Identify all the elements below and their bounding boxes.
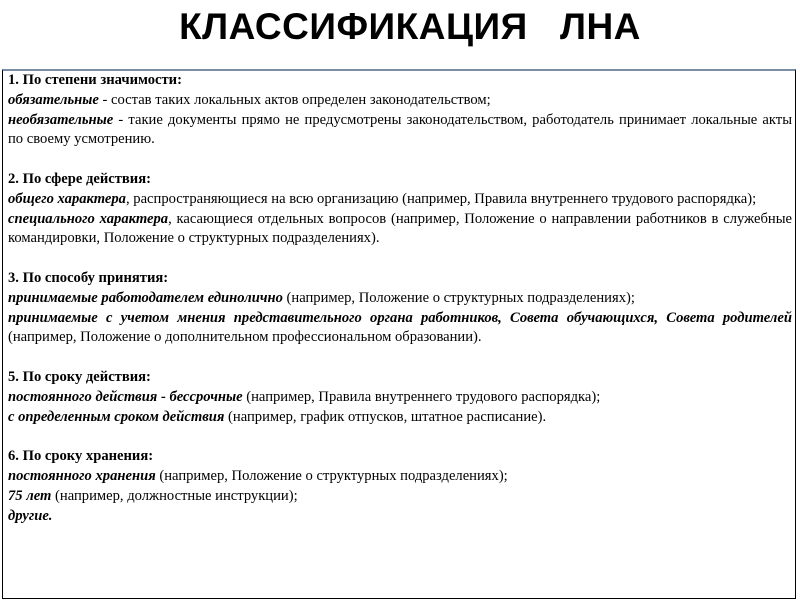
list-item: [8, 309, 792, 349]
item-text: , касающиеся отдельных вопросов (например, Положение о направлении работников в служебные командировки, Положение о структурных подразделениях).: [8, 210, 792, 247]
section-adoption: [8, 269, 792, 348]
item-term: обязательные: [8, 91, 99, 108]
list-item: [8, 467, 792, 487]
content-body: [8, 71, 792, 526]
item-text: (например, график отпусков, штатное расписание).: [224, 408, 547, 425]
item-term: необязательные: [8, 111, 114, 128]
section-heading: 2. По сфере действия:: [8, 170, 151, 187]
item-term: специального характера: [8, 210, 169, 227]
item-term: постоянного хранения: [8, 467, 156, 484]
section-validity: [8, 368, 792, 427]
list-item: [8, 91, 792, 111]
item-text: (например, Правила внутреннего трудового распорядка);: [242, 388, 601, 405]
list-item: [8, 190, 792, 210]
item-term: 75 лет: [8, 487, 52, 504]
list-item: [8, 408, 792, 428]
section-heading: 6. По сроку хранения:: [8, 448, 154, 465]
item-term: постоянного действия - бессрочные: [8, 388, 243, 405]
item-text: (например, Положение о структурных подразделениях);: [282, 289, 635, 306]
list-item: [8, 507, 792, 527]
item-text: (например, Положение о структурных подразделениях);: [155, 467, 508, 484]
section-storage: [8, 447, 792, 526]
item-text: - такие документы прямо не предусмотрены законодательством, работодатель принимает локальные акты по своему усмотрению.: [8, 111, 792, 148]
item-text: , распространяющиеся на всю организацию (например, Правила внутреннего трудового распорядка);: [125, 190, 757, 207]
section-heading: 5. По сроку действия:: [8, 368, 151, 385]
item-term: принимаемые работодателем единолично: [8, 289, 283, 306]
item-text: (например, должностные инструкции);: [51, 487, 298, 504]
list-item: [8, 289, 792, 309]
item-term: с определенным сроком действия: [8, 408, 225, 425]
item-text: (например, Положение о дополнительном профессиональном образовании).: [8, 329, 482, 346]
list-item: [8, 210, 792, 250]
item-text: - состав таких локальных актов определен законодательством;: [98, 91, 491, 108]
list-item: [8, 487, 792, 507]
section-heading: 3. По способу принятия:: [8, 269, 169, 286]
list-item: [8, 111, 792, 151]
item-term: другие.: [8, 507, 53, 524]
slide-title: КЛАССИФИКАЦИЯ ЛНА: [179, 6, 641, 47]
section-heading: 1. По степени значимости:: [8, 72, 182, 88]
item-term: принимаемые с учетом мнения представительного органа работников, Совета обучающихся, Совета родителей: [8, 309, 792, 326]
item-term: общего характера: [8, 190, 126, 207]
list-item: [8, 388, 792, 408]
section-significance: [8, 71, 792, 150]
section-scope: [8, 170, 792, 249]
